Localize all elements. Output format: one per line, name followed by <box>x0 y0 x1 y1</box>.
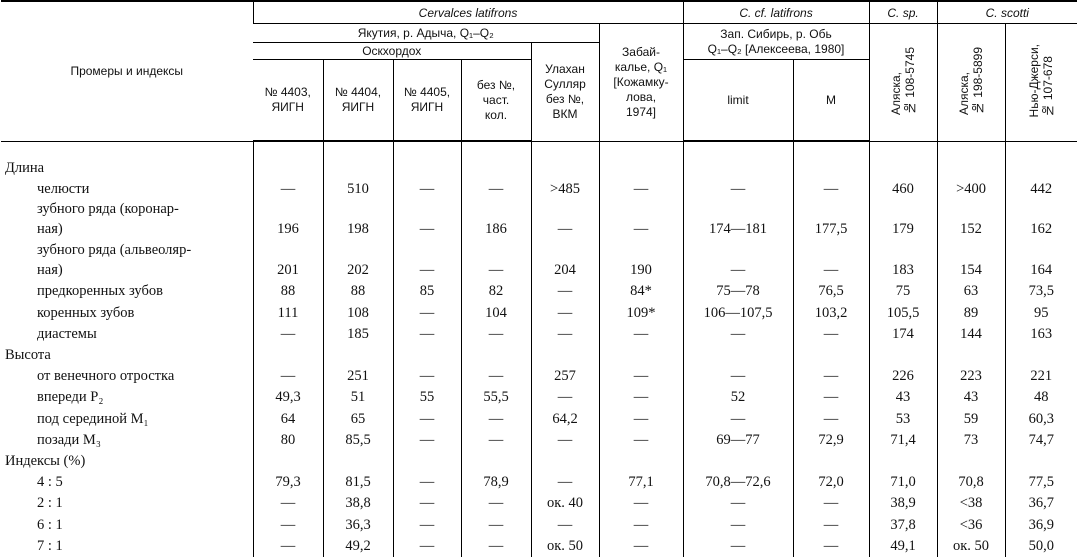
table-cell: — <box>599 536 683 557</box>
table-cell <box>1005 158 1077 178</box>
table-cell <box>393 200 461 219</box>
table-cell: — <box>393 365 461 387</box>
row-label: Длина <box>1 158 253 178</box>
group-c-sp: C. sp. <box>869 1 937 24</box>
table-cell: — <box>683 493 793 515</box>
table-cell: 95 <box>1005 302 1077 324</box>
table-cell: — <box>253 178 323 200</box>
table-cell <box>461 345 531 365</box>
table-cell <box>793 345 869 365</box>
table-cell <box>869 345 937 365</box>
table-cell: 152 <box>937 219 1005 241</box>
table-row <box>1 324 1077 346</box>
table-cell: 190 <box>599 259 683 281</box>
table-cell: — <box>531 514 599 536</box>
category-row <box>1 158 1077 178</box>
table-cell <box>683 240 793 259</box>
table-cell: — <box>683 178 793 200</box>
category-row <box>1 451 1077 471</box>
table-cell: 43 <box>937 387 1005 409</box>
subgroup-zap-sibir: Зап. Сибирь, р. Обь Q₁–Q₂ [Алексеева, 1980] <box>683 24 869 60</box>
table-cell: 37,8 <box>869 514 937 536</box>
table-cell: 105,5 <box>869 302 937 324</box>
table-cell: 77,1 <box>599 471 683 493</box>
table-cell: 201 <box>253 259 323 281</box>
table-cell <box>683 200 793 219</box>
table-cell: 53 <box>869 408 937 430</box>
table-row <box>1 430 1077 452</box>
table-cell: 79,3 <box>253 471 323 493</box>
table-cell <box>1005 200 1077 219</box>
table-cell: — <box>599 408 683 430</box>
subgroup-oskhordokh: Оскхордох <box>253 43 531 60</box>
table-cell <box>531 240 599 259</box>
table-cell: — <box>393 471 461 493</box>
table-cell <box>869 240 937 259</box>
table-cell: ок. 50 <box>531 536 599 557</box>
table-cell: 73 <box>937 430 1005 452</box>
table-cell: 164 <box>1005 259 1077 281</box>
table-cell: 162 <box>1005 219 1077 241</box>
table-cell <box>937 200 1005 219</box>
table-cell: 85,5 <box>323 430 393 452</box>
table-cell <box>393 158 461 178</box>
table-cell: — <box>253 493 323 515</box>
table-cell: 74,7 <box>1005 430 1077 452</box>
table-cell <box>393 451 461 471</box>
table-cell: 109* <box>599 302 683 324</box>
table-cell: 183 <box>869 259 937 281</box>
table-cell: 81,5 <box>323 471 393 493</box>
table-cell: 251 <box>323 365 393 387</box>
table-cell: — <box>599 514 683 536</box>
table-cell: 510 <box>323 178 393 200</box>
table-cell <box>599 240 683 259</box>
row-label: под серединой M₁ <box>1 408 253 430</box>
table-cell <box>937 240 1005 259</box>
table-cell: — <box>599 365 683 387</box>
table-row <box>1 387 1077 409</box>
table-cell: 48 <box>1005 387 1077 409</box>
col-new-jersey: Нью-Джерси, № 107-678 <box>1005 24 1077 142</box>
table-cell: 223 <box>937 365 1005 387</box>
table-cell: 226 <box>869 365 937 387</box>
table-cell: 174—181 <box>683 219 793 241</box>
table-cell: 51 <box>323 387 393 409</box>
table-cell: — <box>531 471 599 493</box>
table-cell: — <box>683 324 793 346</box>
table-cell: 111 <box>253 302 323 324</box>
table-cell <box>461 240 531 259</box>
row-label: предкоренных зубов <box>1 281 253 303</box>
table-cell: 82 <box>461 281 531 303</box>
table-row <box>1 408 1077 430</box>
table-cell: — <box>461 259 531 281</box>
group-c-cf-latifrons: C. cf. latifrons <box>683 1 869 24</box>
table-cell: — <box>531 281 599 303</box>
table-cell: 43 <box>869 387 937 409</box>
table-cell: 38,8 <box>323 493 393 515</box>
table-cell: ок. 40 <box>531 493 599 515</box>
table-cell: — <box>461 536 531 557</box>
table-cell <box>461 451 531 471</box>
group-c-scotti: C. scotti <box>937 1 1077 24</box>
table-cell: 75 <box>869 281 937 303</box>
table-cell: — <box>393 514 461 536</box>
table-cell: 77,5 <box>1005 471 1077 493</box>
table-cell: — <box>393 324 461 346</box>
table-cell: 49,3 <box>253 387 323 409</box>
table-cell: 49,2 <box>323 536 393 557</box>
table-cell: 163 <box>1005 324 1077 346</box>
table-cell: 71,0 <box>869 471 937 493</box>
table-cell <box>683 345 793 365</box>
table-cell: — <box>683 514 793 536</box>
table-cell: — <box>683 536 793 557</box>
table-cell: 154 <box>937 259 1005 281</box>
table-cell: 63 <box>937 281 1005 303</box>
table-cell: 75—78 <box>683 281 793 303</box>
table-cell <box>599 158 683 178</box>
table-cell: — <box>531 219 599 241</box>
table-cell <box>793 158 869 178</box>
table-cell: — <box>793 365 869 387</box>
table-cell: — <box>599 493 683 515</box>
table-cell: 85 <box>393 281 461 303</box>
table-cell: 185 <box>323 324 393 346</box>
table-cell: — <box>253 324 323 346</box>
row-label: ная) <box>1 259 253 281</box>
table-row <box>1 281 1077 303</box>
table-cell: 36,3 <box>323 514 393 536</box>
table-cell <box>1005 345 1077 365</box>
table-cell: — <box>461 493 531 515</box>
table-cell: 73,5 <box>1005 281 1077 303</box>
table-row <box>1 240 1077 259</box>
table-cell <box>937 158 1005 178</box>
table-cell <box>683 451 793 471</box>
table-cell: <38 <box>937 493 1005 515</box>
table-cell: — <box>393 178 461 200</box>
table-cell: — <box>683 259 793 281</box>
table-cell: 198 <box>323 219 393 241</box>
row-label: ная) <box>1 219 253 241</box>
table-body <box>1 141 1077 557</box>
table-cell: 70,8 <box>937 471 1005 493</box>
table-cell <box>253 451 323 471</box>
table-cell: — <box>793 387 869 409</box>
table-cell: — <box>599 219 683 241</box>
table-cell: 103,2 <box>793 302 869 324</box>
table-cell <box>323 451 393 471</box>
row-label: зубного ряда (коронар- <box>1 200 253 219</box>
table-cell: 59 <box>937 408 1005 430</box>
table-cell: 144 <box>937 324 1005 346</box>
table-cell: 64,2 <box>531 408 599 430</box>
col-4404: № 4404, ЯИГН <box>323 60 393 142</box>
table-cell <box>253 240 323 259</box>
table-cell: 104 <box>461 302 531 324</box>
table-cell: — <box>531 324 599 346</box>
table-cell <box>793 451 869 471</box>
table-cell: — <box>599 387 683 409</box>
table-cell: — <box>793 324 869 346</box>
table-cell: 196 <box>253 219 323 241</box>
table-cell: — <box>393 493 461 515</box>
table-cell <box>461 200 531 219</box>
table-row <box>1 493 1077 515</box>
table-cell: — <box>793 408 869 430</box>
row-label: впереди P₂ <box>1 387 253 409</box>
table-cell: 179 <box>869 219 937 241</box>
table-cell <box>461 158 531 178</box>
table-cell <box>531 158 599 178</box>
row-label: 7 : 1 <box>1 536 253 557</box>
table-cell: — <box>393 302 461 324</box>
table-cell: — <box>461 324 531 346</box>
table-cell: 69—77 <box>683 430 793 452</box>
table-cell: 204 <box>531 259 599 281</box>
table-cell: — <box>253 365 323 387</box>
table-cell: — <box>393 259 461 281</box>
table-cell: — <box>531 302 599 324</box>
table-cell <box>793 240 869 259</box>
table-cell: — <box>599 178 683 200</box>
table-cell: — <box>393 430 461 452</box>
table-cell: 65 <box>323 408 393 430</box>
table-row <box>1 219 1077 241</box>
table-cell: 36,9 <box>1005 514 1077 536</box>
table-cell: 72,9 <box>793 430 869 452</box>
col-zabaikalye: Забай- калье, Q₁ [Кожамку- лова, 1974] <box>599 24 683 142</box>
table-cell <box>531 451 599 471</box>
table-cell: 257 <box>531 365 599 387</box>
table-row <box>1 365 1077 387</box>
table-cell: — <box>793 493 869 515</box>
table-cell: <36 <box>937 514 1005 536</box>
table-cell: — <box>253 514 323 536</box>
table-cell <box>1005 451 1077 471</box>
table-cell: 64 <box>253 408 323 430</box>
table-cell: — <box>461 408 531 430</box>
col-bez-nomera: без №, част. кол. <box>461 60 531 142</box>
table-cell <box>531 200 599 219</box>
table-cell: — <box>599 430 683 452</box>
table-cell: — <box>793 259 869 281</box>
table-cell: 36,7 <box>1005 493 1077 515</box>
row-label: 6 : 1 <box>1 514 253 536</box>
table-cell: — <box>599 324 683 346</box>
table-cell: 55,5 <box>461 387 531 409</box>
table-cell <box>599 200 683 219</box>
row-label: зубного ряда (альвеоляр- <box>1 240 253 259</box>
row-header: Промеры и индексы <box>1 1 253 141</box>
table-cell: — <box>461 178 531 200</box>
table-cell: — <box>531 387 599 409</box>
table-cell <box>531 345 599 365</box>
table-cell: 60,3 <box>1005 408 1077 430</box>
table-cell <box>599 345 683 365</box>
table-cell: 177,5 <box>793 219 869 241</box>
table-cell: — <box>793 514 869 536</box>
table-cell <box>683 158 793 178</box>
row-label: 2 : 1 <box>1 493 253 515</box>
table-cell <box>869 158 937 178</box>
row-label: челюсти <box>1 178 253 200</box>
table-cell: 38,9 <box>869 493 937 515</box>
row-label: коренных зубов <box>1 302 253 324</box>
col-4405: № 4405, ЯИГН <box>393 60 461 142</box>
table-cell: 442 <box>1005 178 1077 200</box>
table-cell: — <box>461 365 531 387</box>
col-alaska-108: Аляска, № 108-5745 <box>869 24 937 142</box>
table-cell: 186 <box>461 219 531 241</box>
table-row <box>1 514 1077 536</box>
table-cell <box>1005 240 1077 259</box>
table-cell: 50,0 <box>1005 536 1077 557</box>
table-cell <box>253 158 323 178</box>
table-cell: 202 <box>323 259 393 281</box>
table-cell: — <box>393 536 461 557</box>
row-label: от венечного отростка <box>1 365 253 387</box>
table-cell: 88 <box>253 281 323 303</box>
table-cell: 174 <box>869 324 937 346</box>
table-cell: — <box>683 365 793 387</box>
table-cell: 70,8—72,6 <box>683 471 793 493</box>
table-cell: — <box>393 219 461 241</box>
table-cell: 52 <box>683 387 793 409</box>
table-row <box>1 178 1077 200</box>
table-cell <box>323 240 393 259</box>
col-limit: limit <box>683 60 793 142</box>
table-cell: 460 <box>869 178 937 200</box>
table-cell <box>253 345 323 365</box>
table-cell: 80 <box>253 430 323 452</box>
table-cell: — <box>461 514 531 536</box>
table-cell: >400 <box>937 178 1005 200</box>
table-cell: 106—107,5 <box>683 302 793 324</box>
table-cell: — <box>531 430 599 452</box>
row-label: Индексы (%) <box>1 451 253 471</box>
table-cell: 49,1 <box>869 536 937 557</box>
table-cell <box>323 158 393 178</box>
spacer-row <box>1 141 1077 158</box>
table-cell <box>323 345 393 365</box>
table-cell: — <box>253 536 323 557</box>
subgroup-yakutia: Якутия, р. Адыча, Q₁–Q₂ <box>253 24 599 43</box>
col-ulakhan: Улахан Сулляр без №, ВКМ <box>531 43 599 142</box>
table-cell <box>937 451 1005 471</box>
table-cell: — <box>461 430 531 452</box>
row-label: 4 : 5 <box>1 471 253 493</box>
table-cell: 78,9 <box>461 471 531 493</box>
table-cell: 55 <box>393 387 461 409</box>
table-cell <box>253 200 323 219</box>
table-cell <box>937 345 1005 365</box>
col-m: M <box>793 60 869 142</box>
table-row <box>1 471 1077 493</box>
table-cell: — <box>393 408 461 430</box>
row-label: Высота <box>1 345 253 365</box>
table-cell: 76,5 <box>793 281 869 303</box>
table-cell <box>393 345 461 365</box>
row-label: позади M₃ <box>1 430 253 452</box>
table-row <box>1 259 1077 281</box>
table-cell: 221 <box>1005 365 1077 387</box>
table-cell: 89 <box>937 302 1005 324</box>
table-cell: — <box>793 178 869 200</box>
table-cell: ок. 50 <box>937 536 1005 557</box>
table-cell: 71,4 <box>869 430 937 452</box>
category-row <box>1 345 1077 365</box>
table-cell: 72,0 <box>793 471 869 493</box>
table-cell: — <box>793 536 869 557</box>
table-cell <box>869 451 937 471</box>
table-cell: >485 <box>531 178 599 200</box>
measurements-table <box>1 0 1077 557</box>
col-4403: № 4403, ЯИГН <box>253 60 323 142</box>
table-cell <box>793 200 869 219</box>
table-row <box>1 200 1077 219</box>
table-cell: 84* <box>599 281 683 303</box>
col-alaska-198: Аляска, № 198-5899 <box>937 24 1005 142</box>
table-row <box>1 536 1077 557</box>
table-cell: — <box>683 408 793 430</box>
table-cell: 88 <box>323 281 393 303</box>
group-cervalces-latifrons: Cervalces latifrons <box>253 1 683 24</box>
table-row <box>1 302 1077 324</box>
table-cell: 108 <box>323 302 393 324</box>
table-cell <box>393 240 461 259</box>
row-label: диастемы <box>1 324 253 346</box>
table-cell <box>599 451 683 471</box>
table-cell <box>869 200 937 219</box>
table-cell <box>323 200 393 219</box>
